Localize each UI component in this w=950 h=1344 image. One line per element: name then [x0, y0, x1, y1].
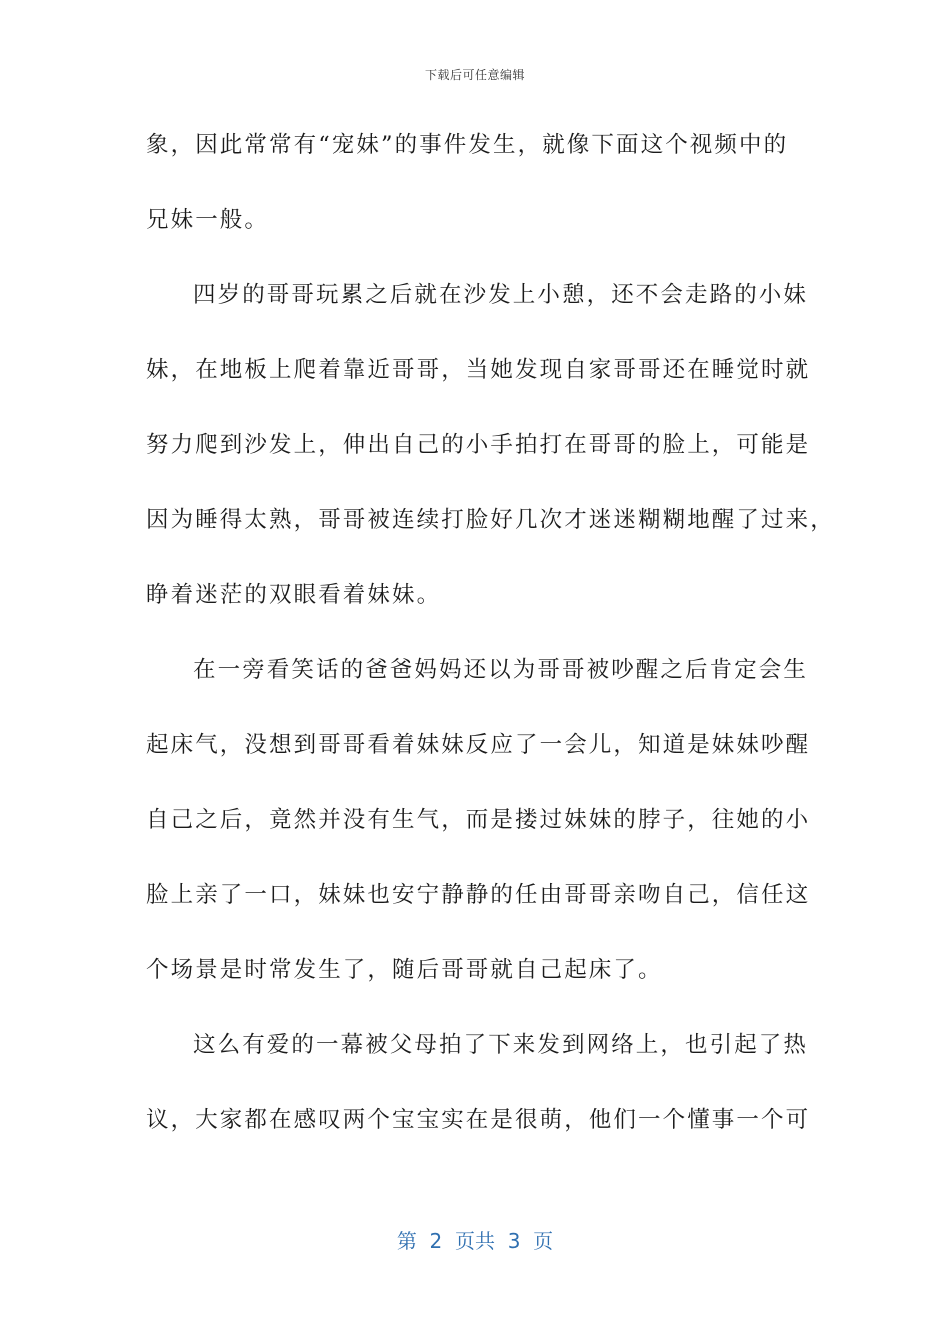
paragraph-first-line: 四岁的哥哥玩累之后就在沙发上小憩，还不会走路的小妹	[193, 282, 809, 308]
document-body	[146, 128, 835, 1178]
text-line: 脸上亲了一口，妹妹也安宁静静的任由哥哥亲吻自己，信任这	[146, 882, 811, 908]
text-line: 睁着迷茫的双眼看着妹妹。	[146, 582, 442, 608]
page-footer: 第 2 页共 3 页	[396, 1229, 554, 1253]
paragraph-first-line: 在一旁看笑话的爸爸妈妈还以为哥哥被吵醒之后肯定会生	[193, 657, 809, 683]
page-header: 下载后可任意编辑	[424, 68, 525, 82]
text-line: 兄妹一般。	[146, 207, 270, 233]
text-line: 个场景是时常发生了，随后哥哥就自己起床了。	[146, 957, 663, 983]
text-line: 议，大家都在感叹两个宝宝实在是很萌，他们一个懂事一个可	[146, 1107, 811, 1133]
text-line: 起床气，没想到哥哥看着妹妹反应了一会儿，知道是妹妹吵醒	[146, 732, 811, 758]
text-line: 象，因此常常有“宠妹”的事件发生，就像下面这个视频中的	[146, 132, 789, 158]
text-line: 妹，在地板上爬着靠近哥哥，当她发现自家哥哥还在睡觉时就	[146, 357, 811, 383]
text-line: 因为睡得太熟，哥哥被连续打脸好几次才迷迷糊糊地醒了过来，	[146, 507, 835, 533]
text-line: 努力爬到沙发上，伸出自己的小手拍打在哥哥的脸上，可能是	[146, 432, 811, 458]
paragraph-first-line: 这么有爱的一幕被父母拍了下来发到网络上，也引起了热	[193, 1032, 809, 1058]
text-line: 自己之后，竟然并没有生气，而是搂过妹妹的脖子，往她的小	[146, 807, 811, 833]
